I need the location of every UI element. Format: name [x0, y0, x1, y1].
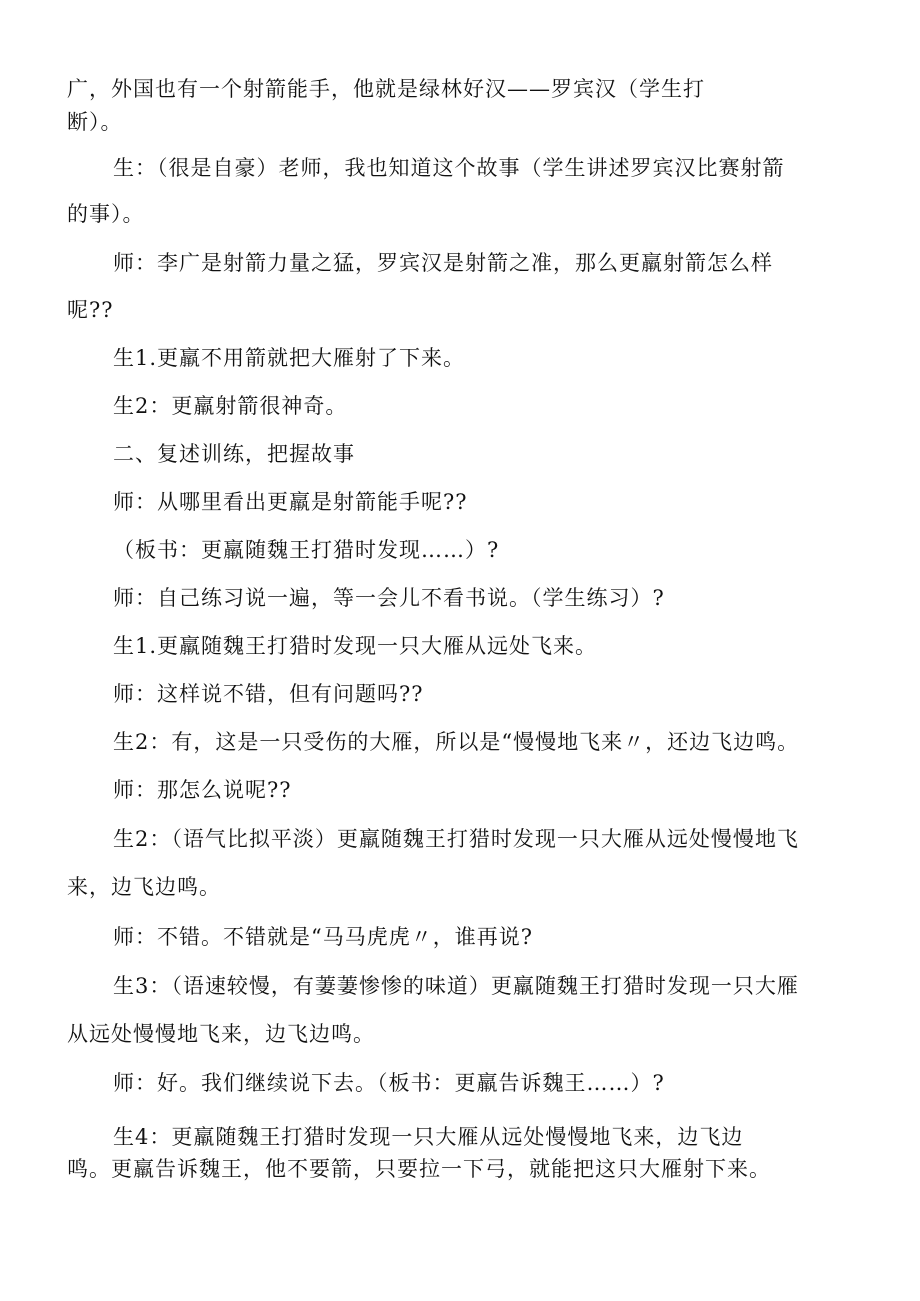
text-line-16: 师：那怎么说呢?? [113, 778, 292, 802]
text-line-9: 二、复述训练，把握故事 [113, 442, 355, 466]
text-line-21: 从远处慢慢地飞来，边飞边鸣。 [67, 1022, 375, 1046]
text-line-24: 鸣。更羸告诉魏王，他不要箭，只要拉一下弓，就能把这只大雁射下来。 [67, 1157, 771, 1181]
text-line-22: 师：好。我们继续说下去。（板书：更羸告诉魏王……）? [113, 1071, 665, 1095]
text-line-17: 生2：（语气比拟平淡）更羸随魏王打猎时发现一只大雁从远处慢慢地飞 [113, 827, 799, 851]
text-line-5: 师：李广是射箭力量之猛，罗宾汉是射箭之准，那么更羸射箭怎么样 [113, 251, 773, 275]
text-line-6: 呢?? [67, 298, 114, 322]
text-line-1: 广，外国也有一个射箭能手，他就是绿林好汉——罗宾汉（学生打 [67, 77, 705, 101]
text-line-3: 生：（很是自豪）老师，我也知道这个故事（学生讲述罗宾汉比赛射箭 [113, 156, 785, 180]
text-line-8: 生2：更羸射箭很神奇。 [113, 394, 348, 418]
text-line-12: 师：自己练习说一遍，等一会儿不看书说。（学生练习）? [113, 586, 665, 610]
text-line-4: 的事）。 [67, 202, 145, 226]
text-line-14: 师：这样说不错，但有问题吗?? [113, 682, 424, 706]
text-line-15: 生2：有，这是一只受伤的大雁，所以是“慢慢地飞来〃，还边飞边鸣。 [113, 730, 800, 754]
text-line-10: 师：从哪里看出更羸是射箭能手呢?? [113, 490, 468, 514]
text-line-7: 生1.更羸不用箭就把大雁射了下来。 [113, 346, 466, 370]
text-line-19: 师：不错。不错就是“马马虎虎〃，谁再说? [113, 925, 533, 949]
text-line-11: （板书：更羸随魏王打猎时发现……）? [113, 538, 500, 562]
text-line-2: 断）。 [67, 110, 123, 134]
text-line-20: 生3：（语速较慢，有萋萋惨惨的味道）更羸随魏王打猎时发现一只大雁 [113, 974, 799, 998]
text-line-13: 生1.更羸随魏王打猎时发现一只大雁从远处飞来。 [113, 634, 598, 658]
text-line-18: 来，边飞边鸣。 [67, 875, 221, 899]
text-line-23: 生4：更羸随魏王打猎时发现一只大雁从远处慢慢地飞来，边飞边 [113, 1125, 744, 1149]
